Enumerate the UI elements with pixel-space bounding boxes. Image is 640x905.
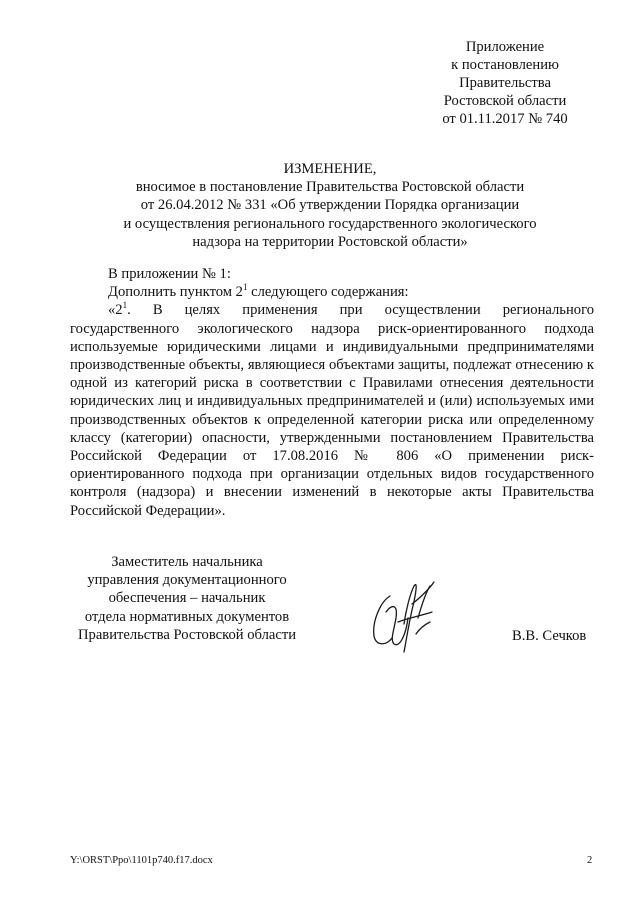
- appendix-line: Ростовской области: [443, 93, 567, 109]
- appendix-line: от 01.11.2017 № 740: [442, 111, 568, 127]
- title-line: надзора на территории Ростовской области»: [192, 233, 468, 250]
- signer-block: [62, 553, 312, 644]
- appendix-line: к постановлению: [451, 57, 559, 73]
- signer-line: Правительства Ростовской области: [77, 626, 297, 643]
- body-intro-text: В приложении № 1:: [108, 266, 231, 282]
- body-line-amend: [70, 283, 594, 301]
- document-title: [80, 160, 580, 251]
- amend-superscript: 1: [242, 282, 248, 293]
- paragraph-text: . В целях применения при осуществлении регионального государственного экологического надзора риск-ориентированного подхода используемые юридическими лицами и индивидуальными предпринимателями производственные объекты, являющиеся объектами защиты, подлежат отнесению к одной из категорий риска в соответствии с Правилами отнесения деятельности юридических лиц и индивидуальных предпринимателей и (или) используемых ими производственных объектов к определенной категории риска или определенному классу (категории) опасности, утвержденными постановлением Правительства Российской Федерации от 17.08.2016 № 806 «О применении риск-ориентированного подхода при организации отдельных видов государственного контроля (надзора) и внесении изменений в некоторые акты Правительства Российской Федерации».: [70, 302, 594, 519]
- signer-name: В.В. Сечков: [512, 628, 587, 644]
- paragraph-superscript: 1: [122, 300, 128, 311]
- signer-line: управления документационного: [87, 572, 287, 589]
- page-number: 2: [587, 855, 593, 866]
- signature-icon: [360, 574, 450, 660]
- document-body: [70, 265, 594, 520]
- signer-line: Заместитель начальника: [111, 554, 263, 570]
- handwritten-signature: [360, 574, 450, 660]
- amend-text-tail: следующего содержания:: [247, 284, 409, 301]
- body-line-intro: [70, 265, 594, 283]
- signer-line: отдела нормативных документов: [84, 608, 290, 625]
- title-line: вносимое в постановление Правительства Ростовской области: [135, 179, 525, 196]
- body-paragraph: [70, 301, 594, 519]
- appendix-block: [410, 38, 600, 128]
- title-heading: ИЗМЕНЕНИЕ,: [283, 161, 377, 177]
- title-line: от 26.04.2012 № 331 «Об утверждении Порядка организации: [140, 197, 520, 214]
- footer-file-path: Y:\ORST\Ppo\1101p740.f17.docx: [70, 855, 213, 866]
- paragraph-number: «2: [108, 302, 123, 319]
- appendix-line: Приложение: [465, 39, 545, 55]
- appendix-line: Правительства: [459, 75, 551, 91]
- amend-text: Дополнить пунктом 2: [108, 284, 243, 301]
- signer-line: обеспечения – начальник: [108, 590, 266, 607]
- title-line: и осуществления регионального государственного экологического: [123, 215, 537, 232]
